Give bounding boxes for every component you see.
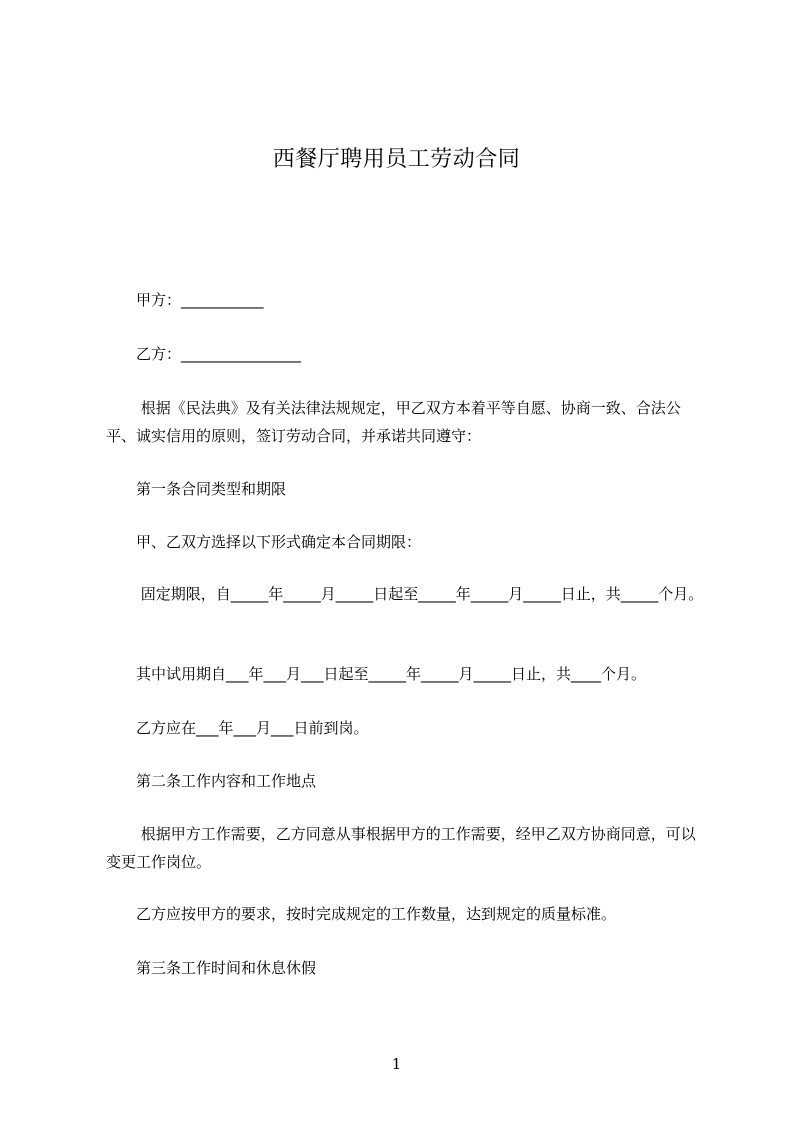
article-1-heading: 第一条合同类型和期限: [136, 480, 287, 498]
document-title: 西餐厅聘用员工劳动合同: [272, 147, 521, 172]
start-date-paragraph: 乙方应在___年___月___日前到岗。: [136, 719, 369, 737]
job-content-paragraph: 根据甲方工作需要，乙方同意从事根据甲方的工作需要，经甲乙双方协商同意，可以变更工作岗位。: [106, 825, 696, 871]
party-b-line: 乙方：________________: [136, 345, 302, 363]
term-intro-paragraph: 甲、乙双方选择以下形式确定本合同期限：: [136, 533, 422, 551]
fixed-term-paragraph: 固定期限，自_____年_____月_____日起至_____年_____月_____日止，共_____个月。: [136, 585, 704, 603]
page-number: 1: [391, 1055, 402, 1073]
preamble-paragraph: 根据《民法典》及有关法律法规规定，甲乙双方本着平等自愿、协商一致、合法公平、诚实信用的原则，签订劳动合同，并承诺共同遵守：: [106, 399, 681, 445]
job-standard-paragraph: 乙方应按甲方的要求，按时完成规定的工作数量，达到规定的质量标准。: [136, 905, 617, 923]
article-3-heading: 第三条工作时间和休息休假: [136, 959, 317, 977]
probation-paragraph: 其中试用期自___年___月___日起至_____年_____月_____日止，共____个月。: [136, 665, 647, 683]
article-2-heading: 第二条工作内容和工作地点: [136, 772, 317, 790]
party-a-line: 甲方：___________: [136, 291, 264, 309]
